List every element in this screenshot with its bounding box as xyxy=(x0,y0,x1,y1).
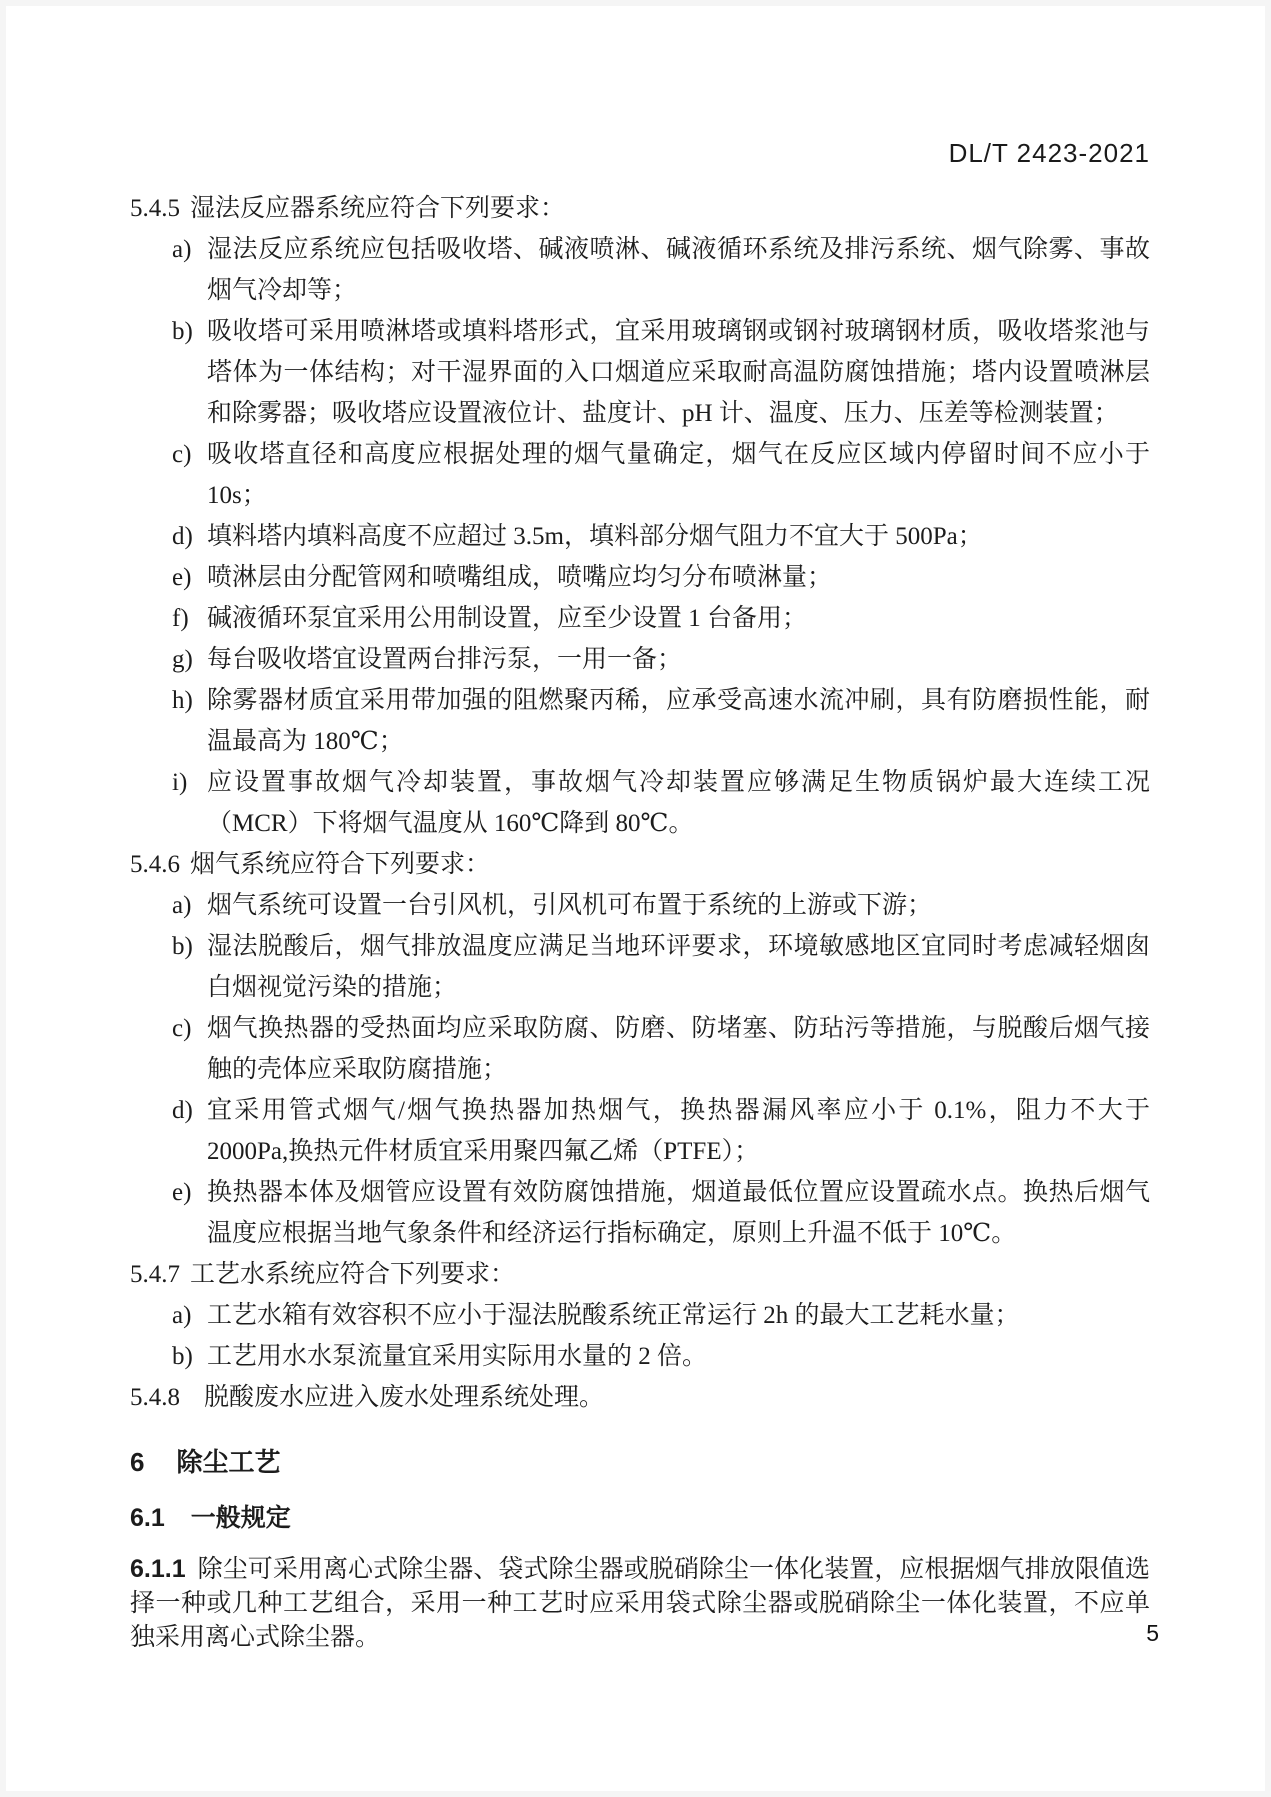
document-body xyxy=(130,188,1150,1655)
item-text: 吸收塔直径和高度应根据处理的烟气量确定，烟气在反应区域内停留时间不应小于 10s； xyxy=(207,441,1150,509)
item-text: 湿法反应系统应包括吸收塔、碱液喷淋、碱液循环系统及排污系统、烟气除雾、事故烟气冷却等； xyxy=(207,236,1150,304)
item-text: 工艺水箱有效容积不应小于湿法脱酸系统正常运行 2h 的最大工艺耗水量； xyxy=(207,1302,1020,1329)
item-label: i) xyxy=(172,769,188,796)
item-label: f) xyxy=(172,605,189,632)
item-label: b) xyxy=(172,318,193,345)
item-text: 烟气系统可设置一台引风机，引风机可布置于系统的上游或下游； xyxy=(207,892,933,919)
clause-number: 5.4.5 xyxy=(130,195,180,222)
section-number: 6.1 xyxy=(130,1504,165,1532)
item-label: a) xyxy=(172,236,192,263)
paragraph-number: 6.1.1 xyxy=(130,1555,186,1583)
item-label: c) xyxy=(172,441,192,468)
item-label: g) xyxy=(172,646,193,673)
section-title: 一般规定 xyxy=(190,1504,291,1532)
item-text: 碱液循环泵宜采用公用制设置，应至少设置 1 台备用； xyxy=(207,605,808,632)
list-item xyxy=(130,1090,1150,1172)
standard-code-header: DL/T 2423-2021 xyxy=(948,138,1150,168)
list-item xyxy=(130,311,1150,434)
clause-text: 烟气系统应符合下列要求： xyxy=(190,851,491,878)
paragraph-text: 除尘可采用离心式除尘器、袋式除尘器或脱硝除尘一体化装置，应根据烟气排放限值选择一种或几种工艺组合，采用一种工艺时应采用袋式除尘器或脱硝除尘一体化装置，不应单独采用离心式除尘器。 xyxy=(130,1556,1150,1651)
list-item xyxy=(130,598,1150,639)
item-text: 宜采用管式烟气/烟气换热器加热烟气，换热器漏风率应小于 0.1%，阻力不大于 2000Pa,换热元件材质宜采用聚四氟乙烯（PTFE）； xyxy=(207,1097,1150,1165)
list-item xyxy=(130,680,1150,762)
body-paragraph xyxy=(130,1552,1150,1655)
item-label: h) xyxy=(172,687,193,714)
list-item xyxy=(130,1172,1150,1254)
item-label: d) xyxy=(172,1097,193,1124)
item-label: c) xyxy=(172,1015,192,1042)
item-label: a) xyxy=(172,1302,192,1329)
item-text: 工艺用水水泵流量宜采用实际用水量的 2 倍。 xyxy=(207,1343,708,1370)
item-text: 烟气换热器的受热面均应采取防腐、防磨、防堵塞、防玷污等措施，与脱酸后烟气接触的壳体应采取防腐措施； xyxy=(207,1015,1150,1083)
list-item xyxy=(130,229,1150,311)
list-item xyxy=(130,885,1150,926)
item-text: 湿法脱酸后，烟气排放温度应满足当地环评要求，环境敏感地区宜同时考虑减轻烟囱白烟视觉污染的措施； xyxy=(207,933,1150,1001)
item-label: d) xyxy=(172,523,193,550)
item-label: a) xyxy=(172,892,192,919)
clause-text: 工艺水系统应符合下列要求： xyxy=(190,1261,516,1288)
list-item xyxy=(130,639,1150,680)
item-text: 填料塔内填料高度不应超过 3.5m，填料部分烟气阻力不宜大于 500Pa； xyxy=(207,523,983,550)
section-heading xyxy=(130,1500,1150,1536)
item-label: e) xyxy=(172,564,192,591)
clause-number: 5.4.6 xyxy=(130,851,180,878)
chapter-heading xyxy=(130,1444,1150,1480)
list-item xyxy=(130,1295,1150,1336)
list-item xyxy=(130,1008,1150,1090)
item-text: 吸收塔可采用喷淋塔或填料塔形式，宜采用玻璃钢或钢衬玻璃钢材质，吸收塔浆池与塔体为一体结构；对干湿界面的入口烟道应采取耐高温防腐蚀措施；塔内设置喷淋层和除雾器；吸收塔应设置液位计、盐度计、pH 计、温度、压力、压差等检测装置； xyxy=(207,318,1150,427)
list-item xyxy=(130,516,1150,557)
list-item xyxy=(130,557,1150,598)
clause-heading xyxy=(130,188,1150,229)
item-label: e) xyxy=(172,1179,192,1206)
item-label: b) xyxy=(172,933,193,960)
clause-heading xyxy=(130,844,1150,885)
list-item xyxy=(130,1336,1150,1377)
list-item xyxy=(130,762,1150,844)
list-item xyxy=(130,926,1150,1008)
item-text: 除雾器材质宜采用带加强的阻燃聚丙稀，应承受高速水流冲刷，具有防磨损性能，耐温最高为 180℃； xyxy=(207,687,1150,755)
clause-number: 5.4.8 xyxy=(130,1384,180,1411)
item-text: 每台吸收塔宜设置两台排污泵，一用一备； xyxy=(207,646,683,673)
clause-text: 湿法反应器系统应符合下列要求： xyxy=(190,195,566,222)
page-number: 5 xyxy=(1146,1620,1159,1646)
clause-text: 脱酸废水应进入废水处理系统处理。 xyxy=(204,1384,605,1411)
item-text: 换热器本体及烟管应设置有效防腐蚀措施，烟道最低位置应设置疏水点。换热后烟气温度应根据当地气象条件和经济运行指标确定，原则上升温不低于 10℃。 xyxy=(207,1179,1150,1247)
chapter-number: 6 xyxy=(130,1447,145,1477)
list-item xyxy=(130,434,1150,516)
item-text: 应设置事故烟气冷却装置，事故烟气冷却装置应够满足生物质锅炉最大连续工况（MCR）下将烟气温度从 160℃降到 80℃。 xyxy=(207,769,1150,837)
item-text: 喷淋层由分配管网和喷嘴组成，喷嘴应均匀分布喷淋量； xyxy=(207,564,833,591)
item-label: b) xyxy=(172,1343,193,1370)
chapter-title: 除尘工艺 xyxy=(176,1447,281,1477)
clause-heading xyxy=(130,1254,1150,1295)
clause-heading xyxy=(130,1377,1150,1418)
clause-number: 5.4.7 xyxy=(130,1261,180,1288)
